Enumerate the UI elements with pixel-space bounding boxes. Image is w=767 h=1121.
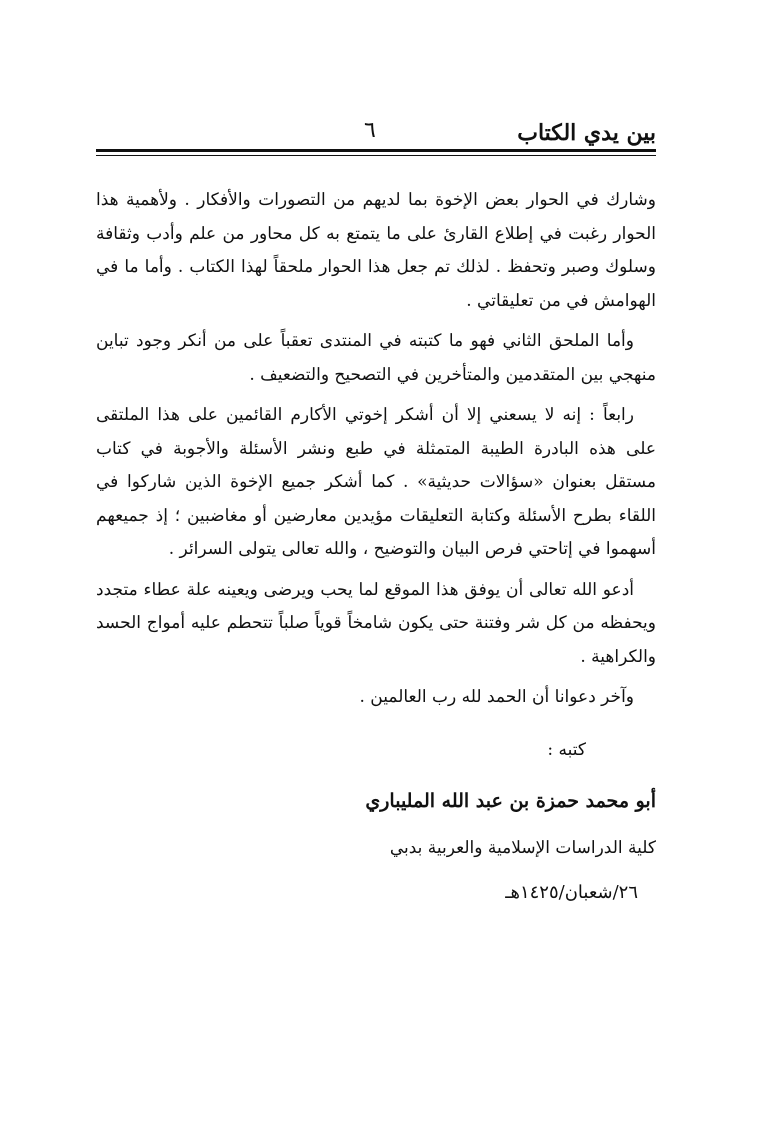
paragraph-fourthly-thanks: رابعاً : إنه لا يسعني إلا أن أشكر إخوتي الأكارم القائمين على هذا الملتقى على هذه البادرة الطيبة المتمثلة في طبع ونشر الأسئلة والأجوبة في كتاب مستقل بعنوان «سؤالات حديثية» . كما أشكر جميع الإخوة الذين شاركوا في اللقاء بطرح الأسئلة وكتابة التعليقات مؤيدين معارضين أو مغاضبين ؛ إذ جميعهم أسهموا في إتاحتي فرص البيان والتوضيح ، والله تعالى يتولى السرائر . [96,405,656,559]
paragraph-dialogue: وشارك في الحوار بعض الإخوة بما لديهم من التصورات والأفكار . ولأهمية هذا الحوار رغبت في إطلاع القارئ على ما يتمتع به كل محاور من علم وأدب وثقافة وسلوك وصبر وتحفظ . لذلك تم جعل هذا الحوار ملحقاً لهذا الكتاب . وأما ما في الهوامش في من تعليقاتي . [96,190,656,311]
page-number: ٦ [364,118,376,143]
body-text [96,184,656,722]
header-rule-thick [96,149,656,152]
paragraph-second-appendix: وأما الملحق الثاني فهو ما كتبته في المنتدى تعقباً على من أنكر وجود تباين منهجي بين المتقدمين والمتأخرين في التصحيح والتضعيف . [96,331,656,385]
paragraph-closing: وآخر دعوانا أن الحمد لله رب العالمين . [359,687,634,707]
author-institution: كلية الدراسات الإسلامية والعربية بدبي [389,838,656,858]
signature-date: ٢٦/شعبان/١٤٢٥هـ [505,882,638,903]
running-header [96,118,656,152]
signature-label: كتبه : [547,740,586,760]
paragraph-prayer: أدعو الله تعالى أن يوفق هذا الموقع لما يحب ويرضى ويعينه علة عطاء متجدد ويحفظه من كل شر وفتنة حتى يكون شامخاً قوياً صلباً تتحطم عليه أمواج الحسد والكراهية . [96,579,656,667]
running-title: بين يدي الكتاب [517,120,656,146]
header-rule-thin [96,155,656,156]
author-name: أبو محمد حمزة بن عبد الله المليباري [365,790,656,812]
